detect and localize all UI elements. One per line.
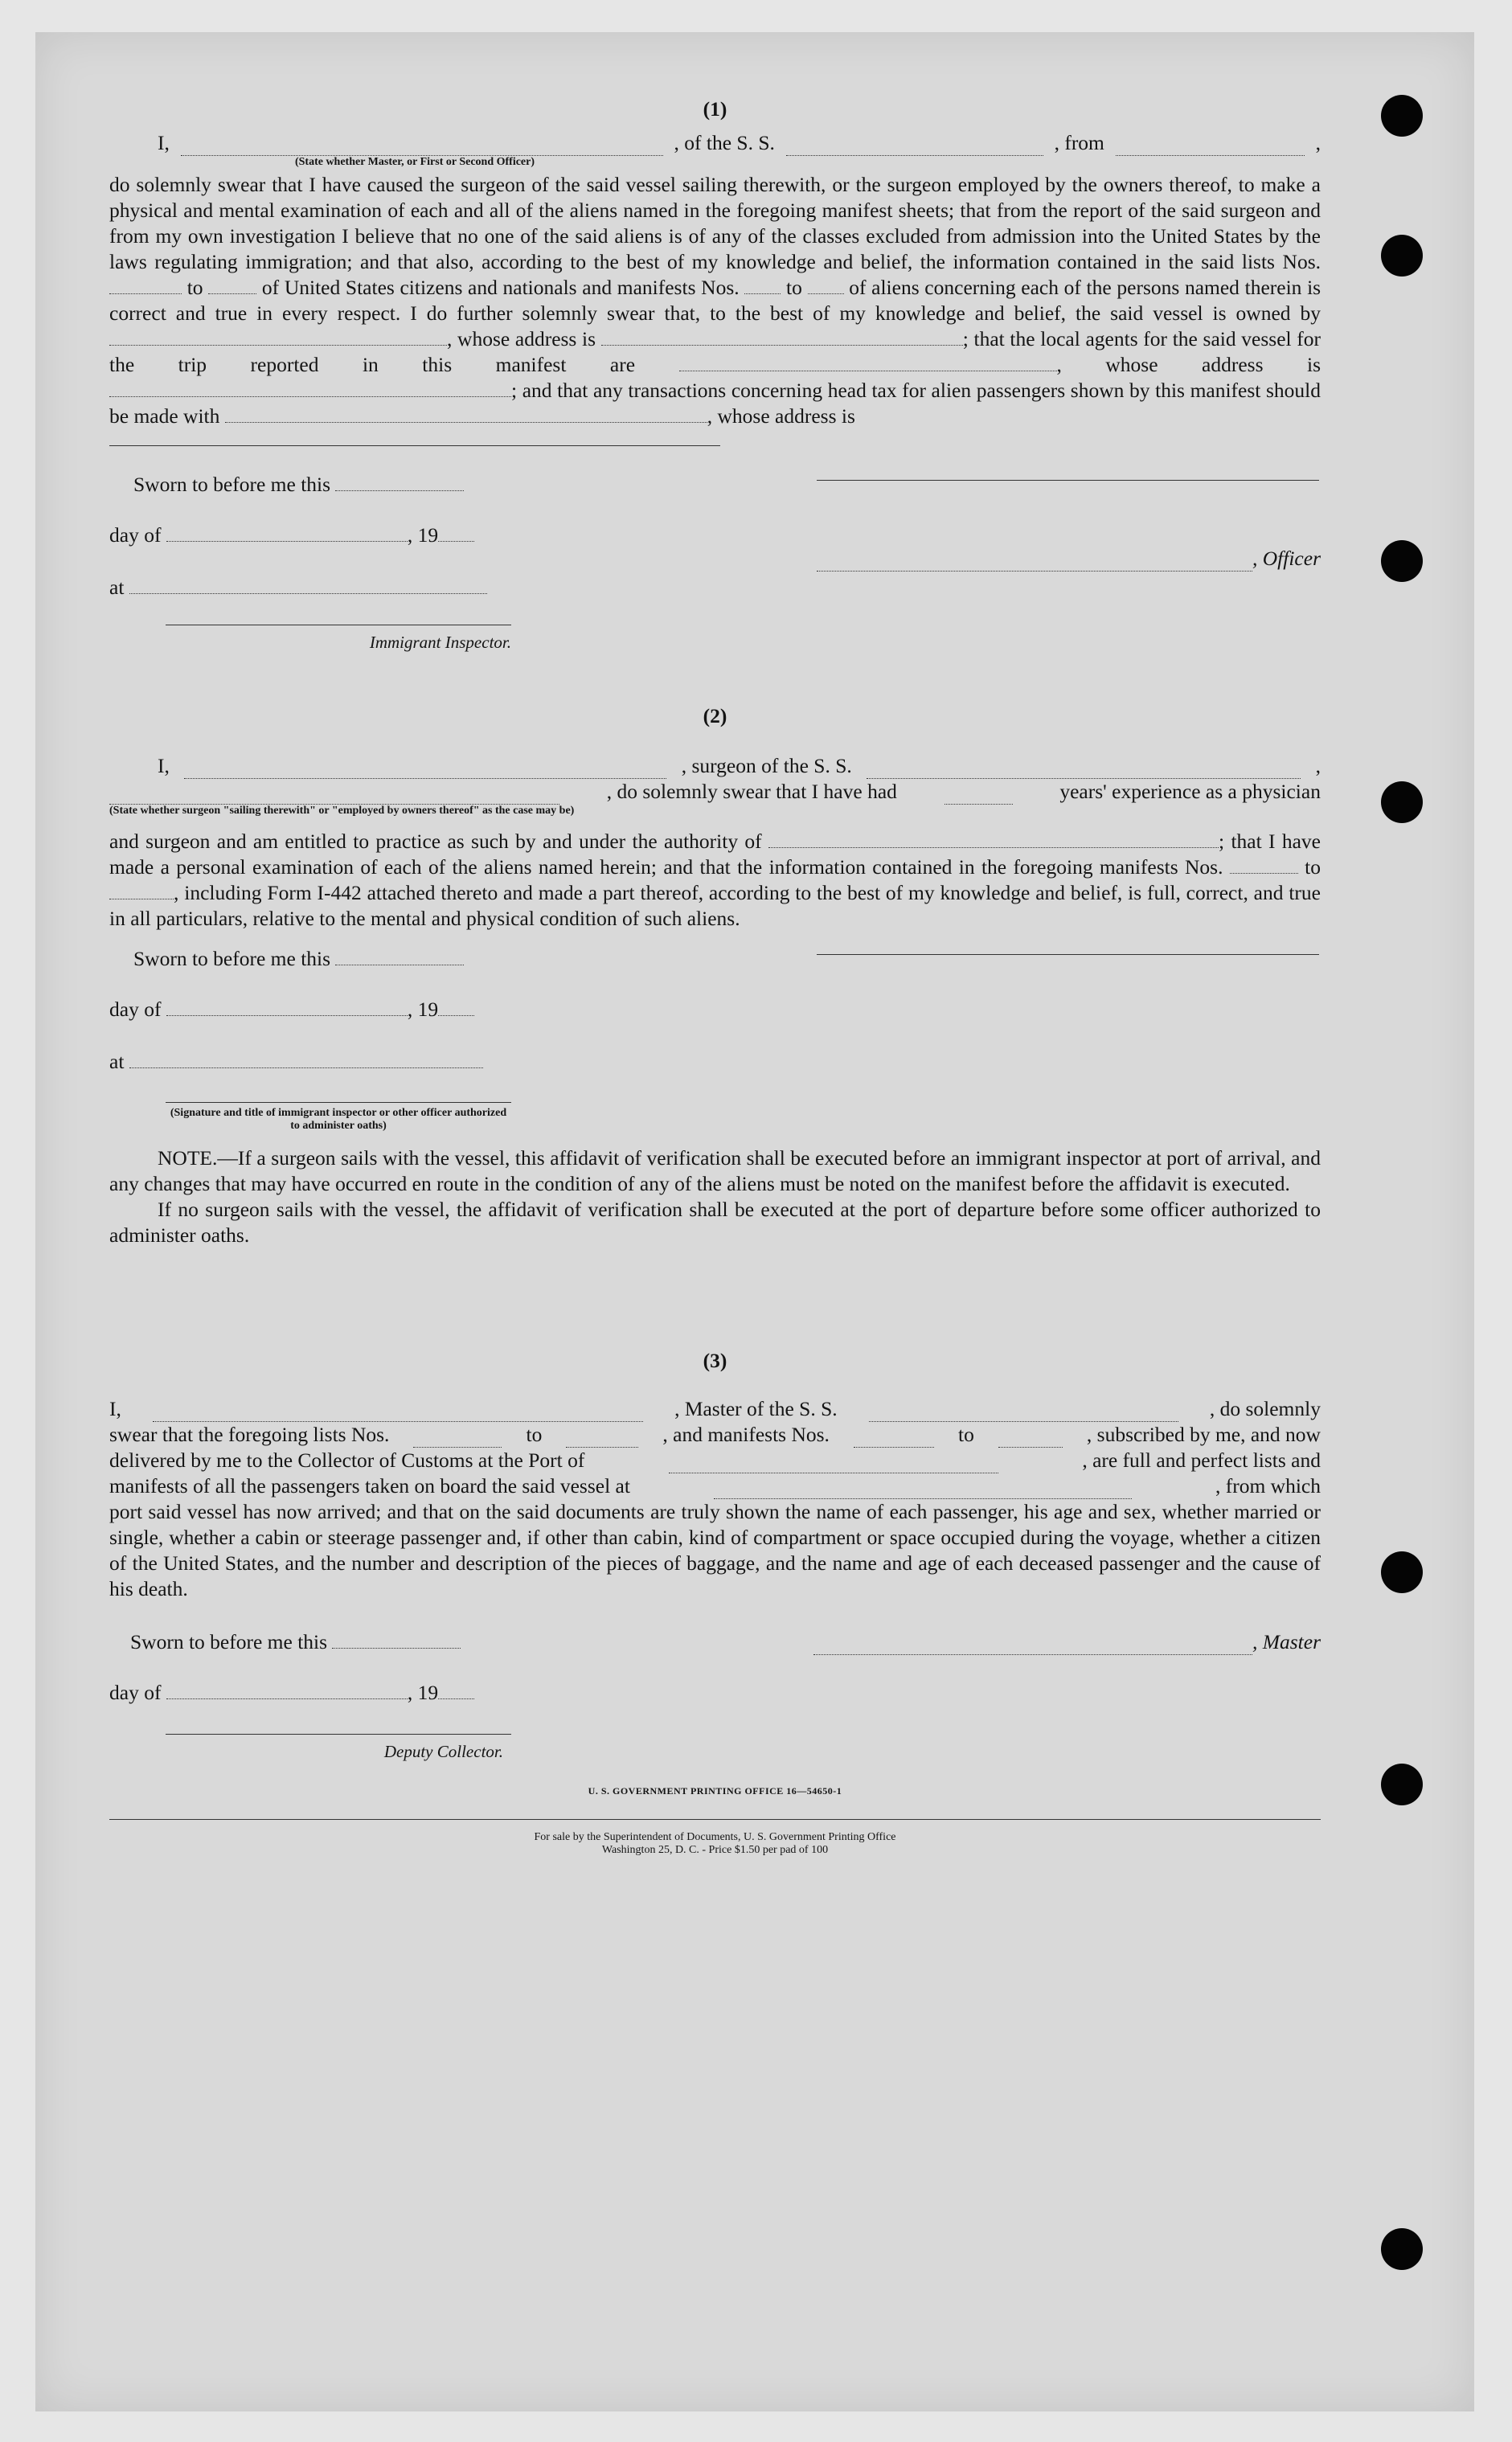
sworn-month-field[interactable] — [166, 1681, 408, 1699]
officer-rank-field[interactable] — [181, 137, 663, 156]
section-1-body: do solemnly swear that I have caused the surgeon of the said vessel sailing therewith, or the surgeon employed by the owners thereof, to make a physical and mental examination of each and all of the aliens named in the foregoing manifest sheets; that from the report of the said surgeon and from my own investigation I believe that no one of the said aliens is of any of the classes excluded from admission into the United States by the laws regulating immigration; and that also, according to the best of my knowledge and belief, the information contained in the said lists Nos. to of United States citizens and nationals and manifests Nos. to of aliens concerning each of the persons named therein is correct and true in every respect. I do further solemnly swear that, to the best of my knowledge and belief, the said vessel is owned by , whose address is ; that the local agents for the said vessel for the trip reported in this manifest are , whose address is ; and that any transactions concerning head tax for alien passengers shown by this manifest should be made with , whose address is — [109, 173, 1321, 428]
years-experience-field[interactable] — [944, 786, 1013, 805]
label-i: I, — [158, 754, 170, 777]
label-to: to — [186, 276, 203, 299]
label-from-which: , from which — [1215, 1474, 1321, 1498]
label-at: at — [109, 576, 125, 599]
port-field[interactable] — [669, 1455, 998, 1473]
sworn-year-field[interactable] — [438, 523, 474, 542]
label-surgeon-of: , surgeon of the S. S. — [681, 754, 852, 777]
section-1-number: (1) — [703, 97, 727, 121]
surgeon-name-field[interactable] — [184, 760, 666, 779]
label-to: to — [526, 1423, 543, 1446]
label-to: to — [786, 276, 802, 299]
section-1-body-d: that the local agents for the said vessel for the trip reported in this manifest are — [109, 327, 1321, 376]
binder-hole — [1381, 540, 1423, 582]
section-1-sworn-block — [109, 472, 1321, 665]
section-3-number: (3) — [703, 1349, 727, 1372]
manifests-from-field[interactable] — [854, 1429, 934, 1448]
master-name-field[interactable] — [153, 1403, 643, 1422]
sworn-day-field[interactable] — [335, 947, 464, 965]
deputy-signature-line[interactable] — [166, 1734, 511, 1735]
surgeon-signature-line[interactable] — [817, 954, 1319, 955]
section-2-first-line: I, , surgeon of the S. S. , — [109, 753, 1321, 779]
section-2-note — [109, 1145, 1321, 1197]
section-2-number: (2) — [703, 704, 727, 727]
label-from: , from — [1054, 131, 1104, 154]
sworn-year-field[interactable] — [438, 998, 474, 1016]
label-year: , 19 — [407, 523, 439, 547]
officer-signature-field[interactable] — [817, 553, 1252, 572]
section-2-second-line — [109, 779, 1321, 805]
section-3-second-line — [109, 1422, 1321, 1448]
section-2-body-c: , including Form I-442 attached thereto and made a part thereof, according to the best of my knowledge and belief, is full, correct, and true in all particulars, relative to the mental and physical condition of such aliens. — [109, 881, 1321, 930]
binder-hole — [1381, 95, 1423, 137]
section-1-caption: (State whether Master, or First or Second Officer) — [294, 156, 535, 168]
section-3-third-line — [109, 1448, 1321, 1473]
vessel-name-field[interactable] — [786, 137, 1043, 156]
sworn-day-field[interactable] — [335, 473, 464, 491]
section-2-body-a: and surgeon and am entitled to practice as such by and under the authority of — [109, 830, 762, 853]
note-text: —If a surgeon sails with the vessel, this affidavit of verification shall be executed before an immigrant inspector at port of arrival, and any changes that may have occurred en route in the condition of any of the aliens must be noted on the manifest before the affidavit is executed. — [109, 1146, 1321, 1195]
section-2-sworn-block — [109, 946, 1321, 1139]
deputy-title: Deputy Collector. — [383, 1742, 503, 1761]
label-i: I, — [109, 1397, 121, 1420]
label-delivered: delivered by me to the Collector of Customs at the Port of — [109, 1448, 585, 1472]
label-at: at — [109, 1050, 125, 1073]
authority-field[interactable] — [768, 830, 1219, 848]
label-year: , 19 — [407, 1681, 439, 1704]
officer-signature-line[interactable] — [166, 1102, 511, 1103]
label-years-experience: years' experience as a physician — [1059, 780, 1321, 803]
section-1-body-e: ; and that any transactions concerning head tax for alien passengers shown by this manifest should be made with — [109, 379, 1321, 428]
label-day-of: day of — [109, 523, 162, 547]
section-1-body-c: of aliens concerning each of the persons named therein is correct and true in every respect. I do further solemnly swear that, to the best of my knowledge and belief, the said vessel is owned by — [109, 276, 1321, 325]
label-day-of: day of — [109, 1681, 162, 1704]
section-3-fourth-line — [109, 1473, 1321, 1499]
from-port-field[interactable] — [1116, 137, 1305, 156]
gpo-imprint: U. S. GOVERNMENT PRINTING OFFICE 16—54650-1 — [588, 1785, 842, 1797]
embark-port-field[interactable] — [714, 1481, 1132, 1499]
label-do-solemnly: , do solemnly — [1209, 1397, 1321, 1420]
binder-hole — [1381, 781, 1423, 823]
lists-no-from-field[interactable] — [109, 276, 182, 294]
section-2-caption: (State whether surgeon "sailing therewith" or "employed by owners thereof" as the case may be) — [109, 805, 575, 817]
footer-rule — [109, 1819, 1321, 1820]
sworn-place-field[interactable] — [129, 576, 487, 594]
label-manifests-nos: , and manifests Nos. — [662, 1423, 830, 1446]
sworn-year-field[interactable] — [438, 1681, 474, 1699]
label-whose-address: whose address is — [1105, 353, 1321, 376]
label-swear-lists: swear that the foregoing lists Nos. — [109, 1423, 390, 1446]
sale-notice — [109, 1831, 1321, 1857]
binder-hole — [1381, 1764, 1423, 1805]
manifest-no-from-field[interactable] — [744, 276, 781, 294]
manifest-to-field[interactable] — [109, 881, 174, 899]
label-year: , 19 — [407, 998, 439, 1021]
section-3-sworn-block — [109, 1629, 1321, 1790]
section-1-first-line: I, , of the S. S. , from , — [109, 130, 1321, 156]
sworn-month-field[interactable] — [166, 523, 408, 542]
section-3-body: port said vessel has now arrived; and that on the said documents are truly shown the name of each passenger, his age and sex, whether married or single, whether a cabin or steerage passenger and, if other than cabin, kind of compartment or space occupied during the voyage, whether a citizen of the United States, and the number and description of the pieces of baggage, and the name and age of each deceased passenger and the cause of his death. — [109, 1500, 1321, 1600]
section-1-body-b: of United States citizens and nationals and manifests Nos. — [261, 276, 740, 299]
section-2-body-b: that I have made a personal examination of each of the aliens named herein; and that the information contained in the foregoing manifests Nos. — [109, 830, 1321, 879]
officer-title: , Officer — [1252, 547, 1321, 570]
lists-to-field[interactable] — [566, 1429, 638, 1448]
label-subscribed: , subscribed by me, and now — [1086, 1423, 1321, 1446]
signature-caption: (Signature and title of immigrant inspector or other officer authorized to administer oaths) — [170, 1107, 507, 1132]
officer-signature-line-top[interactable] — [817, 480, 1319, 481]
form-content — [109, 96, 1321, 1857]
binder-hole — [1381, 2228, 1423, 2270]
lists-from-field[interactable] — [413, 1429, 502, 1448]
label-to: to — [957, 1423, 974, 1446]
label-to: to — [1305, 855, 1321, 879]
surgeon-vessel-field[interactable] — [867, 760, 1301, 779]
label-sworn: Sworn to before me this — [133, 473, 331, 496]
sale-line-2: Washington 25, D. C. - Price $1.50 per pad of 100 — [601, 1844, 829, 1856]
section-2-body: and surgeon and am entitled to practice as such by and under the authority of ; that I have made a personal examination of each of the aliens named herein; and that the information contained in the foregoing manifests Nos. to , including Form I-442 attached thereto and made a part thereof, according to the best of my knowledge and belief, is full, correct, and true in all particulars, relative to the mental and physical condition of such aliens. — [109, 830, 1321, 930]
binder-hole — [1381, 235, 1423, 277]
manifest-from-field[interactable] — [1230, 855, 1298, 874]
label-sworn: Sworn to before me this — [133, 947, 331, 970]
label-of-ss: , of the S. S. — [674, 131, 775, 154]
section-3-first-line — [109, 1396, 1321, 1422]
manifests-to-field[interactable] — [998, 1429, 1063, 1448]
label-solemnly-swear: , do solemnly swear that I have had — [606, 780, 897, 803]
section-1-body-a: do solemnly swear that I have caused the surgeon of the said vessel sailing therewith, or the surgeon employed by the owners thereof, to make a physical and mental examination of each and all of the aliens named in the foregoing manifest sheets; that from the report of the said surgeon and from my own investigation I believe that no one of the said aliens is of any of the classes excluded from admission into the United States by the laws regulating immigration; and that also, according to the best of my knowledge and belief, the information contained in the said lists Nos. — [109, 173, 1321, 273]
master-title: , Master — [1252, 1630, 1321, 1653]
surgeon-type-field[interactable] — [109, 786, 559, 805]
sale-line-1: For sale by the Superintendent of Documents, U. S. Government Printing Office — [534, 1831, 896, 1843]
sworn-day-field[interactable] — [332, 1630, 461, 1649]
master-vessel-field[interactable] — [869, 1403, 1178, 1422]
label-sworn: Sworn to before me this — [130, 1630, 328, 1653]
lists-no-to-field[interactable] — [208, 276, 256, 294]
label-i: I, — [158, 131, 170, 154]
label-full-perfect: , are full and perfect lists and — [1082, 1448, 1321, 1472]
label-master-of: , Master of the S. S. — [674, 1397, 838, 1420]
section-2-note-2: If no surgeon sails with the vessel, the affidavit of verification shall be executed at the port of departure before some officer authorized to administer oaths. — [109, 1198, 1321, 1247]
sworn-month-field[interactable] — [166, 998, 408, 1016]
agents-address-field[interactable] — [109, 379, 511, 397]
local-agents-field[interactable] — [679, 353, 1057, 371]
note-label: NOTE. — [158, 1146, 218, 1170]
label-day-of: day of — [109, 998, 162, 1021]
label-whose-address: , whose address is — [447, 327, 596, 350]
master-signature-field[interactable] — [813, 1637, 1252, 1655]
inspector-title: Immigrant Inspector. — [369, 633, 511, 652]
owner-address-field[interactable] — [601, 327, 963, 346]
label-manifests-of: manifests of all the passengers taken on board the said vessel at — [109, 1474, 630, 1498]
binder-hole — [1381, 1551, 1423, 1593]
manifest-no-to-field[interactable] — [808, 276, 844, 294]
sworn-place-field[interactable] — [129, 1050, 483, 1068]
label-whose-address: , whose address is — [707, 404, 855, 428]
owner-field[interactable] — [109, 327, 447, 346]
head-tax-address-line[interactable] — [109, 429, 720, 446]
head-tax-party-field[interactable] — [225, 404, 707, 423]
